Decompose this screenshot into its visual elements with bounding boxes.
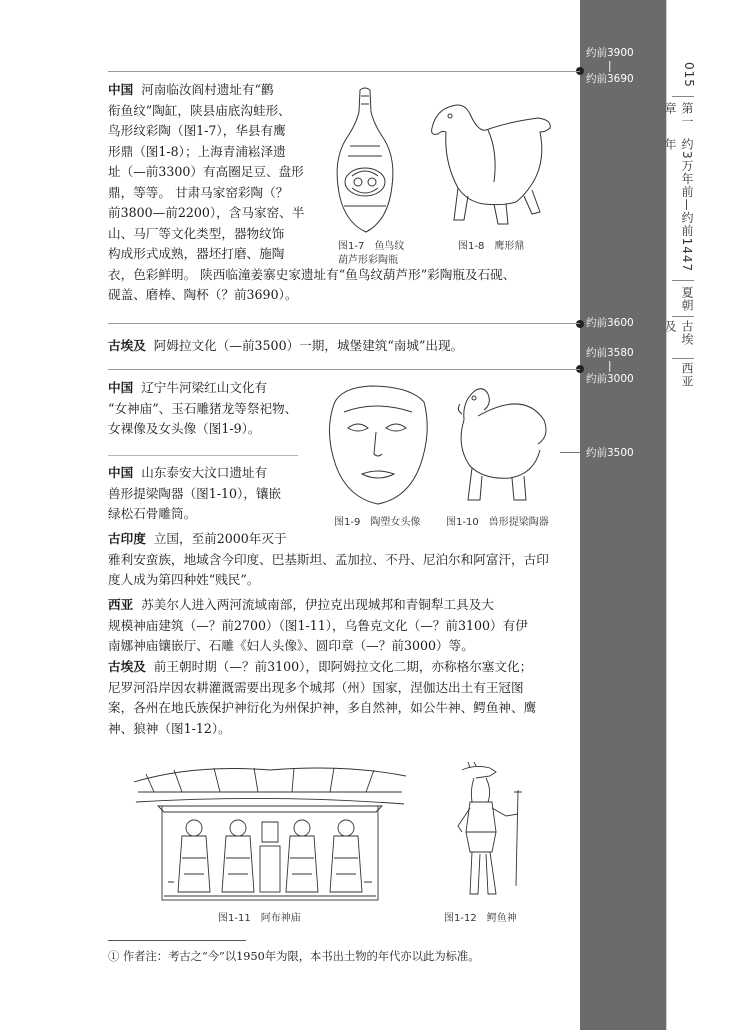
entry-divider (108, 455, 298, 456)
region-label: 古埃及 (108, 659, 146, 674)
header-dynasty: 夏朝 (680, 286, 694, 312)
timeline-date-2: 约前3600 (586, 317, 634, 329)
entry-divider (108, 71, 580, 72)
header-divider (672, 316, 694, 317)
region-label: 中国 (108, 465, 134, 480)
caption-1-7: 图1-7 鱼鸟纹 葫芦形彩陶瓶 (338, 241, 405, 266)
caption-1-9: 图1-9 陶塑女头像 (334, 517, 421, 528)
entry-divider (108, 323, 580, 324)
entry-westasia: 西亚 苏美尔人进入两河流域南部，伊拉克出现城邦和青铜犁工具及大 规模神庙建筑（—？前2700）（图1-11），乌鲁克文化（—？前3100）有伊 南娜神庙镶嵌厅、石雕《妇人头像》、圆印章（—？前3000）等。 (108, 597, 528, 653)
footnote: ① 作者注：考古之“今”以1950年为限，本书出土物的年代亦以此为标准。 (108, 950, 480, 963)
region-label: 古埃及 (108, 338, 146, 353)
entry-china-2: 中国 辽宁牛河梁红山文化有 “女神庙”、玉石雕猪龙等祭祀物、 女裸像及女头像（图1-9）。 (108, 380, 298, 436)
figure-1-8-eagle-tripod (428, 92, 558, 232)
region-label: 古印度 (108, 531, 146, 546)
caption-1-8: 图1-8 鹰形鼎 (458, 241, 525, 252)
entry-china-1: 中国 河南临汝阎村遗址有“鹳 衔鱼纹”陶缸，陕县庙底沟蛙形、 鸟形纹彩陶（图1-7），华县有鹰 形鼎（图1-8）；上海青浦崧泽遗 址（—前3300）有高圈足豆、盘形 鼎，等等。 甘肃马家窑彩陶（？ 前3800—前2200），含马家窑、半 山、马厂等文化类型，器物纹饰 构成形式成熟，器坯打磨、施陶 衣，色彩鲜明。 陕西临潼姜寨史家遗址有“鱼鸟纹葫芦形”彩陶瓶及石砚、 砚盖、磨棒、陶杯（？前3690）。 (108, 82, 516, 302)
figure-1-10-animal-vessel (454, 380, 554, 510)
caption-1-11: 图1-11 阿布神庙 (218, 913, 301, 924)
header-divider (672, 358, 694, 359)
region-label: 中国 (108, 82, 134, 97)
caption-1-10: 图1-10 兽形提梁陶器 (446, 517, 549, 528)
chapter-period: 约3万年前—约前1447年 (663, 138, 694, 273)
region-label: 西亚 (108, 597, 134, 612)
timeline-connector (560, 452, 582, 453)
timeline-band (580, 0, 666, 1030)
figure-1-7-gourd-vase (330, 86, 400, 236)
entry-china-3: 中国 山东泰安大汶口遗址有 兽形提梁陶器（图1-10），镶嵌 绿松石骨雕筒。 (108, 465, 282, 521)
entry-india: 古印度 立国，至前2000年灭于 雅利安蛮族，地域含今印度、巴基斯坦、孟加拉、不丹、尼泊尔和阿富汗，古印 度人成为第四种姓“贱民”。 (108, 531, 549, 587)
caption-1-12: 图1-12 鳄鱼神 (444, 913, 517, 924)
figure-1-9-female-head (320, 382, 436, 510)
header-region-egypt: 古埃及 (663, 320, 694, 346)
entry-egypt-1: 古埃及 阿姆拉文化（—前3500）一期，城堡建筑“南城”出现。 (108, 338, 464, 353)
region-label: 中国 (108, 380, 134, 395)
timeline-marker (576, 320, 584, 328)
page-number: 015 (682, 62, 696, 88)
timeline-date-4: 约前3500 (586, 447, 634, 459)
entry-divider (108, 369, 580, 370)
timeline-date-range-1: 约前3900 | 约前3690 (586, 47, 634, 85)
header-region-westasia: 西亚 (680, 362, 694, 388)
header-divider (672, 96, 694, 97)
figure-1-11-abu-temple (134, 762, 406, 902)
figure-1-12-crocodile-god (452, 762, 532, 902)
footnote-rule (108, 940, 246, 941)
chapter-title: 第一章 (663, 102, 694, 128)
entry-egypt-2: 古埃及 前王朝时期（—？前3100），即阿姆拉文化二期，亦称格尔塞文化； 尼罗河沿岸因农耕灌溉需要出现多个城邦（州）国家，涅伽达出土有王冠图 案，各州在地氏族保护神衍化为州保护神，多自然神，如公牛神、鳄鱼神、鹰 神、狼神（图1-12）。 (108, 659, 537, 736)
timeline-date-range-3: 约前3580 | 约前3000 (586, 347, 634, 385)
header-divider (672, 280, 694, 281)
